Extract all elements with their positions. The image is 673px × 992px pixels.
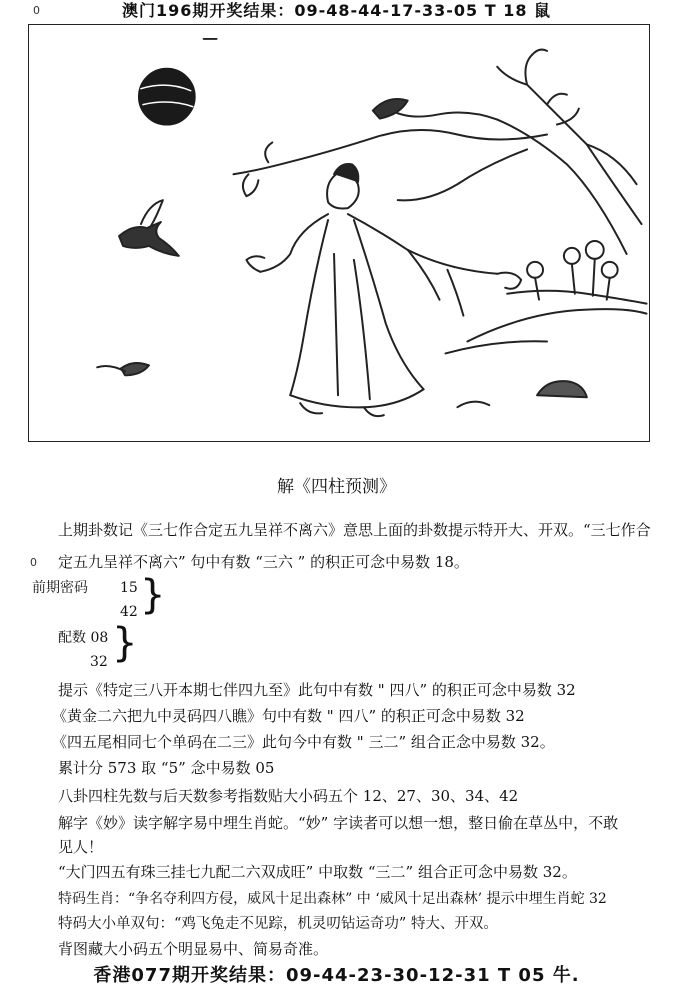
- macau-result-header: 澳门196期开奖结果：09-48-44-17-33-05 T 18 鼠: [121, 1, 552, 20]
- prev-code-2: 42: [120, 604, 138, 620]
- text-line: 八卦四柱先数与后天数参考指数贴大小码五个 12、27、30、34、42: [58, 787, 519, 805]
- prev-code-label: 前期密码: [32, 580, 88, 596]
- page-mark-mid: 0: [30, 556, 37, 569]
- text-line: 特码生肖：“争名夺利四方侵，威风十足出森林” 中 ‘威风十足出森林’ 提示中埋生肖蛇 32: [58, 891, 607, 907]
- text-line: 背图藏大小码五个明显易中、简易奇准。: [58, 940, 329, 958]
- text-line: 《黄金二六把九中灵码四八瞧》句中有数 " 四八” 的积正可念中易数 32: [52, 707, 525, 725]
- brace-icon: }: [112, 620, 138, 666]
- hongkong-result-footer: 香港077期开奖结果：09-44-23-30-12-31 T 05 牛.: [93, 965, 580, 986]
- pair-second: 32: [90, 654, 108, 670]
- section-title: 解《四柱预测》: [277, 477, 396, 497]
- brace-icon: }: [140, 572, 166, 618]
- text-line: “大门四五有珠三挂七九配二六双成旺” 中取数 “三二” 组合正可念中易数 32。: [58, 863, 577, 881]
- page-mark-top: 0: [33, 4, 40, 17]
- text-line: 特码大小单双句：“鸡飞兔走不见踪，机灵叨钻运奇功” 特大、开双。: [58, 916, 498, 932]
- prev-code-1: 15: [120, 580, 138, 596]
- text-line: 提示《特定三八开本期七伴四九至》此句中有数 " 四八” 的积正可念中易数 32: [58, 681, 576, 699]
- pair-label: 配数 08: [58, 630, 109, 646]
- scholar-bird-scene-image: [29, 25, 649, 441]
- text-line: 《四五尾相同七个单码在二三》此句今中有数 " 三二” 组合正念中易数 32。: [52, 733, 555, 751]
- paragraph-line-2: 定五九呈祥不离六” 句中有数 “三六 ” 的积正可念中易数 18。: [58, 553, 469, 571]
- text-line: 见人！: [58, 838, 104, 856]
- ink-illustration: [28, 24, 650, 442]
- text-line: 解字《妙》读字解字易中埋生肖蛇。“妙” 字读者可以想一想，整日偷在草丛中，不敢: [58, 814, 619, 832]
- paragraph-line-1: 上期卦数记《三七作合定五九呈祥不离六》意思上面的卦数提示特开大、开双。“三七作合: [58, 521, 651, 539]
- text-line: 累计分 573 取 “5” 念中易数 05: [58, 759, 275, 777]
